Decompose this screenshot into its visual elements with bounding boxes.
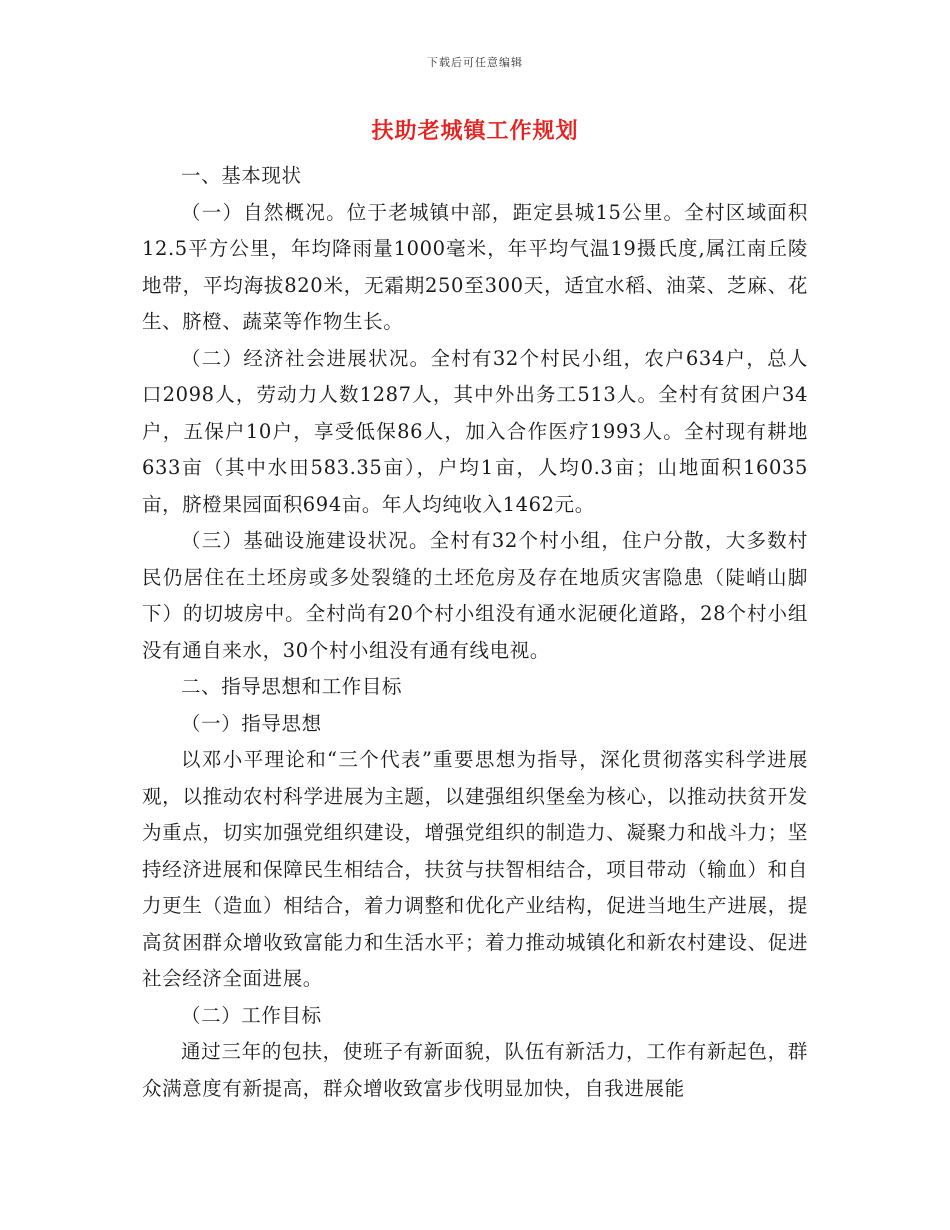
paragraph-guiding-ideology: 以邓小平理论和“三个代表”重要思想为指导，深化贯彻落实科学进展观，以推动农村科学进展为主题，以建强组织堡垒为核心，以推动扶贫开发为重点，切实加强党组织建设，增强党组织的制造力、凝聚力和战斗力；坚持经济进展和保障民生相结合，扶贫与扶智相结合，项目带动（输血）和自力更生（造血）相结合，着力调整和优化产业结构，促进当地生产进展，提高贫困群众增收致富能力和生活水平；着力推动城镇化和新农村建设、促进社会经济全面进展。 (142, 748, 808, 990)
subheading-guiding-ideology: （一）指导思想 (181, 711, 322, 735)
paragraph-natural-overview: （一）自然概况。位于老城镇中部，距定县城15公里。全村区域面积12.5平方公里，年均降雨量1000毫米，年平均气温19摄氏度,属江南丘陵地带，平均海拔820米，无霜期250至300天，适宜水稻、油菜、芝麻、花生、脐橙、蔬菜等作物生长。 (142, 200, 808, 333)
document-title: 扶助老城镇工作规划 (371, 118, 579, 144)
subheading-work-goals: （二）工作目标 (181, 1003, 322, 1027)
paragraph-infrastructure: （三）基础设施建设状况。全村有32个村小组，住户分散，大多数村民仍居住在土坯房或多处裂缝的土坯危房及存在地质灾害隐患（陡峭山脚下）的切坡房中。全村尚有20个村小组没有通水泥硬化道路，28个村小组没有通自来水，30个村小组没有通有线电视。 (142, 529, 808, 662)
section-heading-basic-status: 一、基本现状 (181, 164, 302, 187)
section-heading-guidance-goals: 二、指导思想和工作目标 (181, 675, 403, 698)
paragraph-economic-social: （二）经济社会进展状况。全村有32个村民小组，农户634户，总人口2098人，劳动力人数1287人，其中外出务工513人。全村有贫困户34户，五保户10户，享受低保86人，加入合作医疗1993人。全村现有耕地633亩（其中水田583.35亩），户均1亩，人均0.3亩；山地面积16035亩，脐橙果园面积694亩。年人均纯收入1462元。 (142, 346, 808, 516)
document-body (142, 158, 808, 1107)
header-note: 下载后可任意编辑 (427, 56, 523, 69)
paragraph-work-goals: 通过三年的包扶，使班子有新面貌，队伍有新活力，工作有新起色，群众满意度有新提高，群众增收致富步伐明显加快，自我进展能 (142, 1040, 808, 1100)
